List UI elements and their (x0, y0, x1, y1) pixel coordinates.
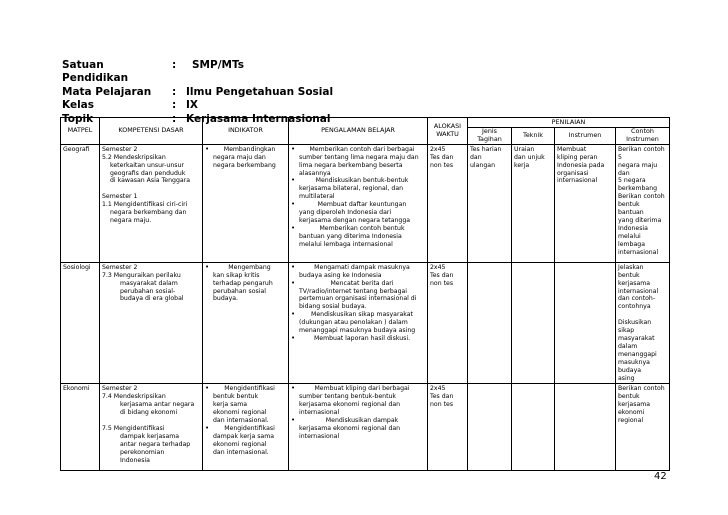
col-instrumen: Instrumen (555, 128, 616, 145)
cell-pengalaman-belajar: • Mengamati dampak masuknya budaya asing ke Indonesia • Mencatat berita dari TV/radio/internet tentang berbagai pertemuan organisasi internasional di bidang sosial budaya. • Mendiskusikan sikap masyarakat (dukungan atau penolakan ) dalam menanggapi masuknya budaya asing • Membuat laporan hasil diskusi. (289, 262, 428, 384)
header-value: Ilmu Pengetahuan Sosial (186, 85, 334, 98)
cell-alokasi-waktu: 2x45 Tes dan non tes (428, 384, 468, 471)
cell-mapel: Ekonomi (61, 384, 100, 471)
cell-pengalaman-belajar: • Membuat kliping dari berbagai sumber tentang bentuk-bentuk kerjasama ekonomi regional dan internasional • Mendiskusikan dampak kerjasama ekonomi regional dan internasional (289, 384, 428, 471)
col-mapel: MATPEL (61, 118, 100, 145)
cell-contoh-instrumen: Berikan contoh 5 negara maju dan 5 negara berkembang Berikan contoh bentuk bantuan yang diterima Indonesia melalui lembaga internasional (616, 144, 670, 262)
col-pengalaman-belajar: PENGALAMAN BELAJAR (289, 118, 428, 145)
cell-teknik (512, 262, 555, 384)
col-penilaian: PENILAIAN (468, 118, 670, 128)
header-key: Topik (62, 112, 94, 125)
col-indikator: INDIKATOR (203, 118, 289, 145)
header-key: Mata Pelajaran (62, 85, 152, 98)
header-row-satuan (62, 59, 333, 86)
cell-jenis-tagihan (468, 262, 512, 384)
table-row (61, 384, 670, 471)
cell-mapel: Geografi (61, 144, 100, 262)
cell-mapel: Sosiologi (61, 262, 100, 384)
col-teknik: Teknik (512, 128, 555, 145)
col-jenis-tagihan: Jenis Tagihan (468, 128, 512, 145)
cell-kompetensi-dasar: Semester 2 7.4 Mendeskripsikan kerjasama antar negara di bidang ekonomi 7.5 Mengidentifikasi dampak kerjasama antar negara terhadap perekonomian Indonesia (100, 384, 203, 471)
col-contoh-instrumen: Contoh Instrumen (616, 128, 670, 145)
cell-indikator: • Mengidentifikasi bentuk bentuk kerja sama ekonomi regional dan internasional. • Mengidentifikasi dampak kerja sama ekonomi regional dan internasional. (203, 384, 289, 471)
cell-jenis-tagihan (468, 384, 512, 471)
header-key: Satuan Pendidikan (62, 59, 129, 85)
syllabus-table (60, 117, 670, 471)
cell-contoh-instrumen: Jelaskan bentuk kerjasama internasional dan contoh- contohnya Diskusikan sikap masyarakat dalam menanggapi masuknya budaya asing (616, 262, 670, 384)
cell-pengalaman-belajar: • Memberikan contoh dari berbagai sumber tentang lima negara maju dan lima negara berkembang beserta alasannya • Mendiskusikan bentuk-bentuk kerjasama bilateral, regional, dan multilateral • Membuat daftar keuntungan yang diperoleh Indonesia dari kerjasama dengan negara tetangga • Memberikan contoh bentuk bantuan yang diterima Indonesia melalui lembaga internasional (289, 144, 428, 262)
cell-alokasi-waktu: 2x45 Tes dan non tes (428, 144, 468, 262)
header-row-top (61, 118, 670, 128)
cell-instrumen: Membuat kliping peran Indonesia pada organisasi internasional (555, 144, 616, 262)
col-kompetensi-dasar: KOMPETENSI DASAR (100, 118, 203, 145)
header-colon: : (172, 112, 177, 125)
cell-contoh-instrumen: Berikan contoh bentuk kerjasama ekonomi regional (616, 384, 670, 471)
cell-instrumen (555, 384, 616, 471)
document-header (62, 59, 333, 126)
header-value: Kerjasama Internasional (186, 112, 331, 125)
header-colon: : (172, 59, 177, 71)
header-colon: : (172, 85, 177, 98)
header-row-kelas (62, 99, 333, 112)
cell-kompetensi-dasar: Semester 2 7.3 Menguraikan perilaku masyarakat dalam perubahan sosial- budaya di era global (100, 262, 203, 384)
cell-teknik (512, 384, 555, 471)
cell-alokasi-waktu: 2x45 Tes dan non tes (428, 262, 468, 384)
cell-teknik: Uraian dan unjuk kerja (512, 144, 555, 262)
cell-kompetensi-dasar: Semester 2 5.2 Mendeskripsikan keterkaitan unsur-unsur geografis dan penduduk di kawasan Asia Tenggara Semester 1 1.1 Mengidentifikasi ciri-ciri negara berkembang dan negara maju. (100, 144, 203, 262)
header-key: Kelas (62, 99, 95, 112)
header-colon: : (172, 99, 177, 112)
page-number: 42 (654, 471, 667, 482)
cell-instrumen (555, 262, 616, 384)
col-alokasi-waktu: ALOKASI WAKTU (428, 118, 468, 145)
header-value: SMP/MTs (192, 59, 245, 71)
header-value: IX (186, 99, 199, 112)
cell-indikator: • Membandingkan negara maju dan negara berkembang (203, 144, 289, 262)
table-row (61, 262, 670, 384)
cell-jenis-tagihan: Tes harian dan ulangan (468, 144, 512, 262)
table-row (61, 144, 670, 262)
header-row-mapel (62, 86, 333, 99)
cell-indikator: • Mengembang kan sikap kritis terhadap pengaruh perubahan sosial budaya. (203, 262, 289, 384)
